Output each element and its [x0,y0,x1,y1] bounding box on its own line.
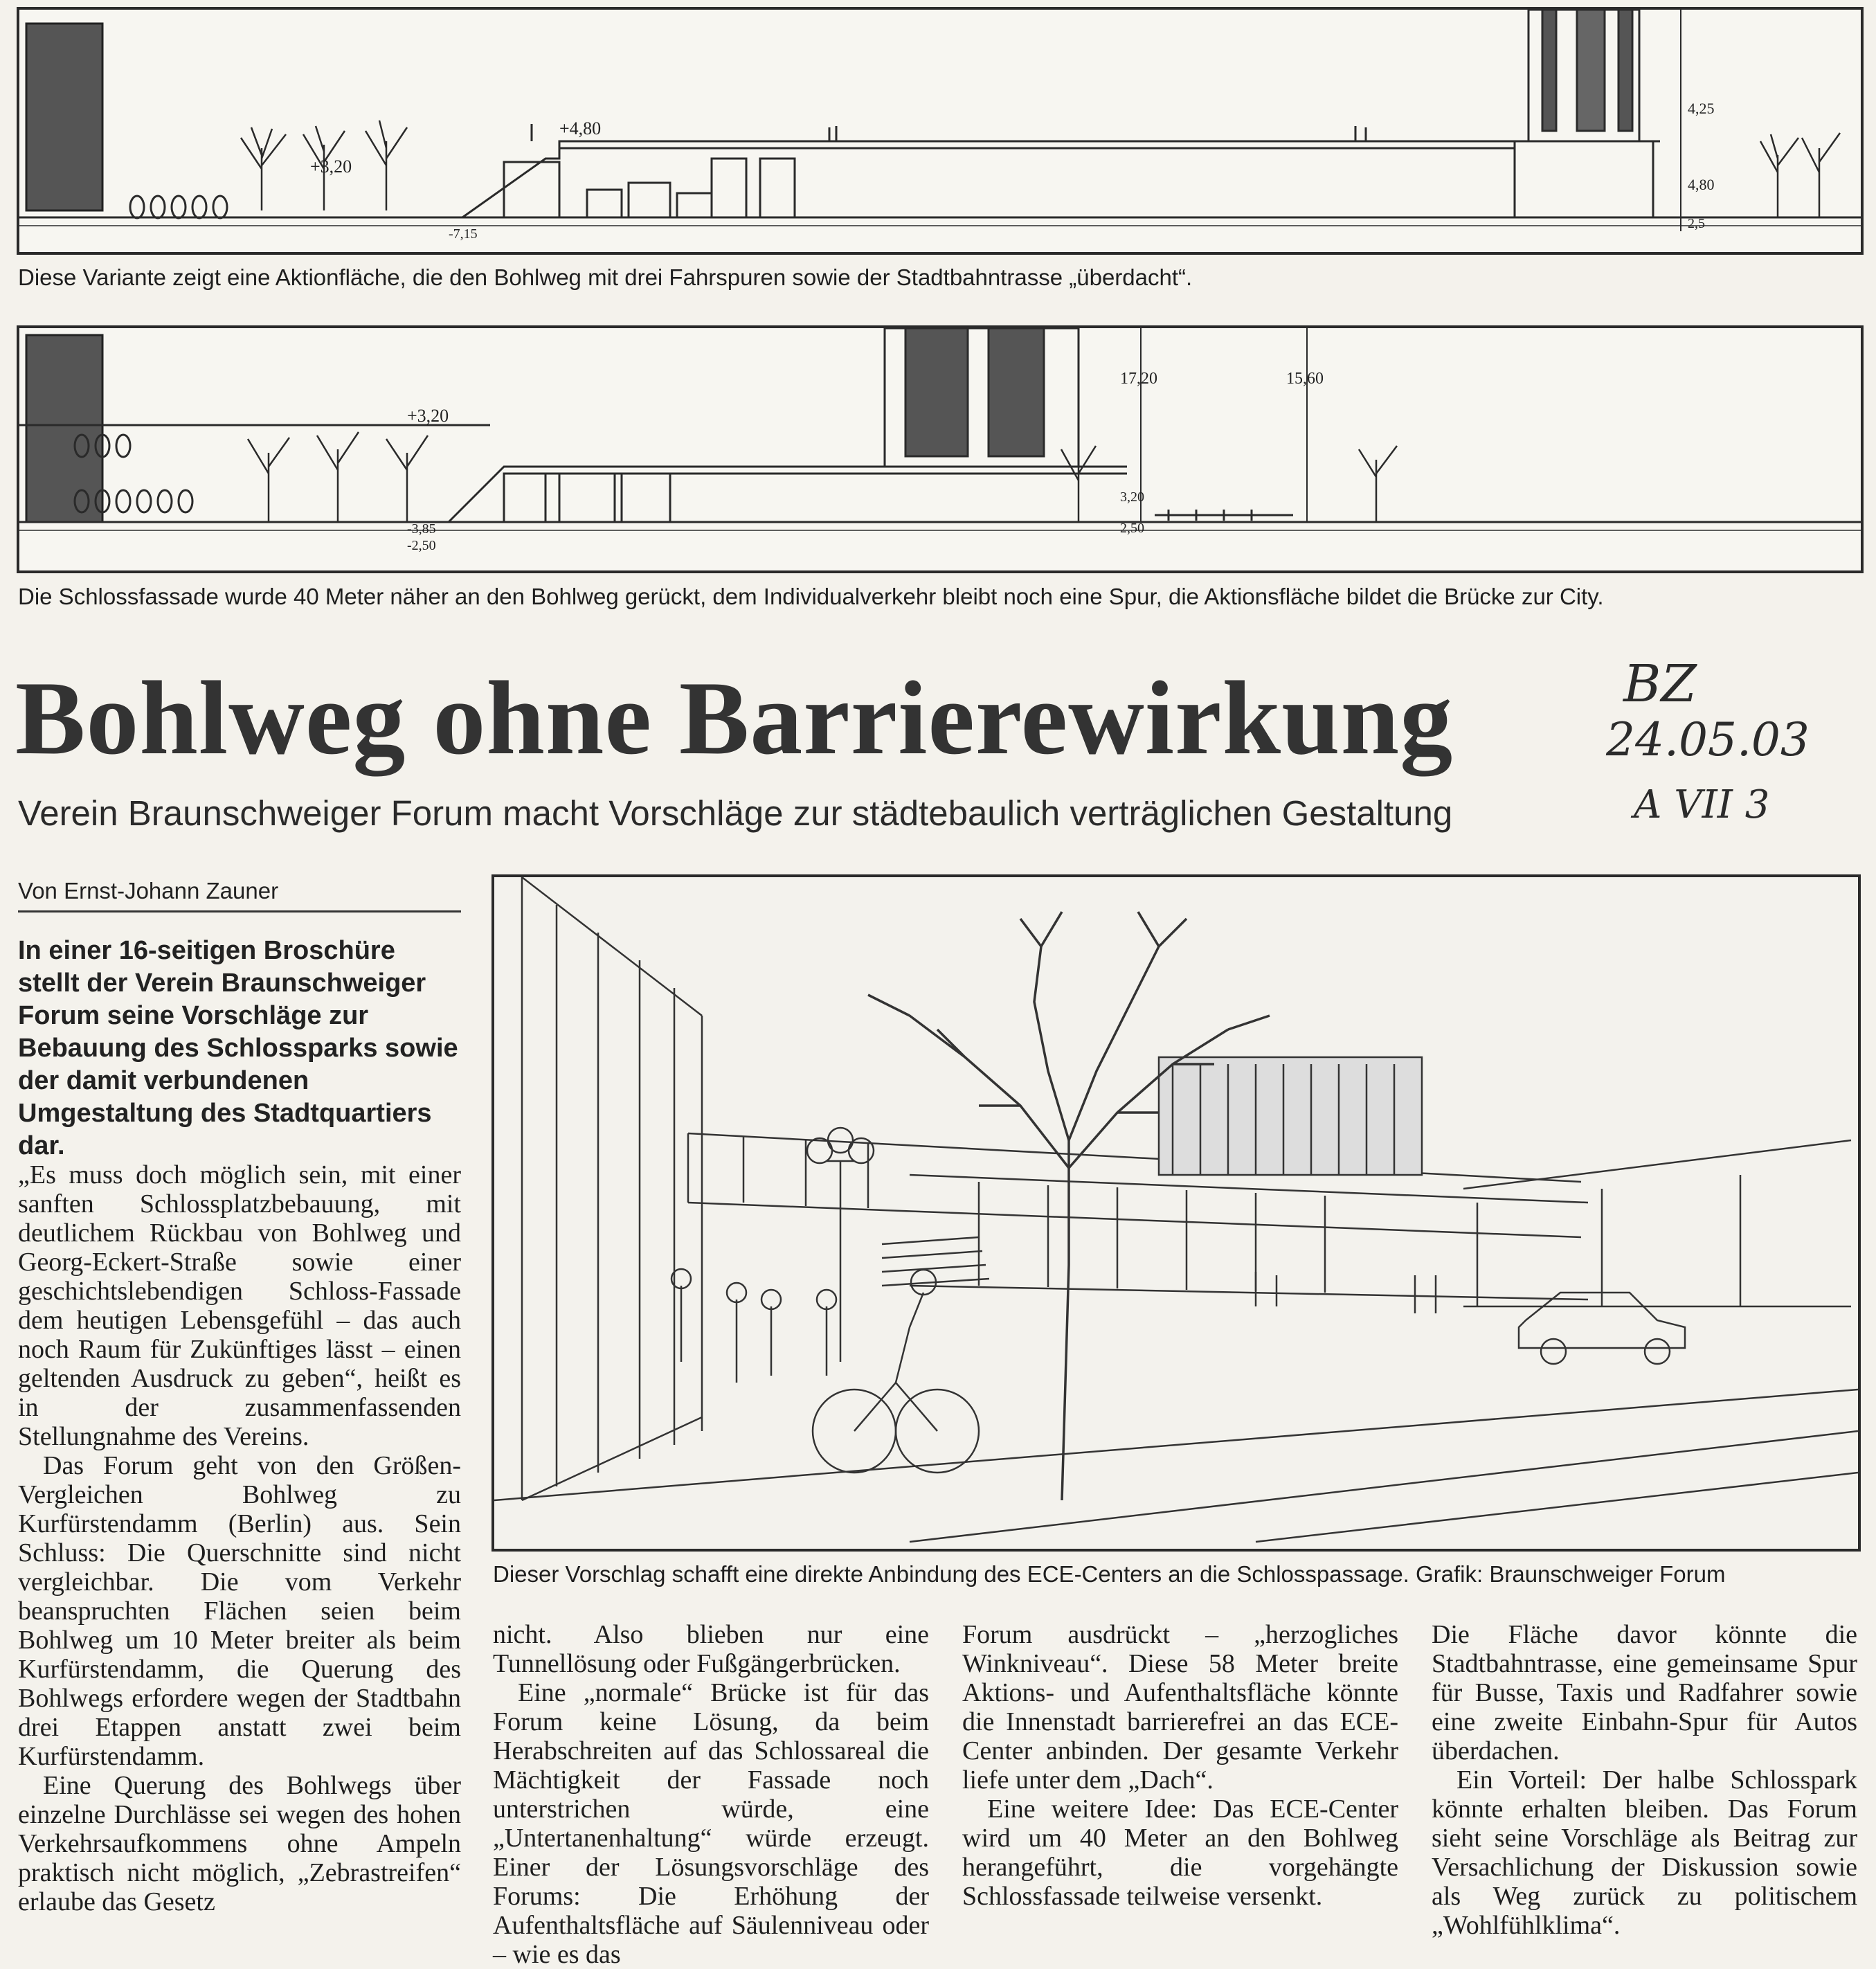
cross-section-bottom [17,325,1864,573]
paragraph: Die Fläche davor könnte die Stadtbahntrasse, eine gemeinsame Spur für Busse, Taxis und Radfahrer sowie eine zweite Einbahn-Spur für Autos überdachen. [1432,1620,1857,1765]
elevation-label: +3,20 [407,406,449,426]
byline-rule [18,910,461,912]
elevation-label: -7,15 [449,226,478,242]
paragraph: Eine „normale“ Brücke ist für das Forum keine Lösung, da beim Herabschreiten auf das Schlossareal die Mächtigkeit der Fassade noch unterstrichen würde, eine „Untertanenhaltung“ würde erzeugt. Einer der Lösungsvorschläge des Forums: Die Erhöhung der Aufenthaltsfläche auf Säulenniveau oder – wie es das [493,1678,929,1969]
dimension-label: 17,20 [1120,370,1157,388]
dimension-label: 3,20 [1120,489,1144,505]
headline: Bohlweg ohne Barrierewirkung [15,660,1454,776]
paragraph: nicht. Also blieben nur eine Tunnellösung oder Fußgängerbrücken. [493,1620,929,1678]
article-column-3 [962,1620,1398,1911]
article-column-1 [18,1160,461,1916]
article-column-2 [493,1620,929,1969]
article-column-4 [1432,1620,1857,1940]
cross-section-top [17,7,1864,255]
paragraph: Das Forum geht von den Größen-Vergleichen Bohlweg zu Kurfürstendamm (Berlin) aus. Sein Schluss: Die Querschnitte sind nicht vergleichbar. Die vom Verkehr beanspruchten Flächen seien beim Bohlweg um 10 Meter breiter als beim Kurfürstendamm, die Querung des Bohlwegs erfordere wegen der Stadtbahn drei Etappen anstatt zwei beim Kurfürstendamm. [18,1451,461,1771]
caption-perspective: Dieser Vorschlag schafft eine direkte Anbindung des ECE-Centers an die Schlosspassage. Grafik: Braunschweiger Forum [493,1561,1726,1587]
byline: Von Ernst-Johann Zauner [18,878,279,903]
dimension-label: 15,60 [1286,370,1324,388]
handwritten-source-note: BZ [1623,654,1697,714]
dimension-label: 4,80 [1688,176,1715,193]
paragraph: Forum ausdrückt – „herzogliches Winkniveau“. Diese 58 Meter breite Aktions- und Aufenthaltsfläche könnte die Innenstadt barrierefrei an das ECE-Center anbinden. Der gesamte Verkehr liefe unter dem „Dach“. [962,1620,1398,1795]
subheadline: Verein Braunschweiger Forum macht Vorschläge zur städtebaulich verträglichen Gestaltung [18,793,1453,833]
caption-cross-section-top: Diese Variante zeigt eine Aktionfläche, die den Bohlweg mit drei Fahrspuren sowie der Stadtbahntrasse „überdacht“. [18,264,1193,290]
dimension-label: 2,5 [1688,216,1705,231]
caption-cross-section-bottom: Die Schlossfassade wurde 40 Meter näher an den Bohlweg gerückt, dem Individualverkehr bleibt noch eine Spur, die Aktionsfläche bildet die Brücke zur City. [18,584,1604,609]
handwritten-date-note: 24.05.03 [1606,713,1810,766]
paragraph: Eine weitere Idee: Das ECE-Center wird um 40 Meter an den Bohlweg herangeführt, die vorgehängte Schlossfassade teilweise versenkt. [962,1795,1398,1911]
handwritten-ref-note: A VII 3 [1634,782,1770,827]
dimension-label: 4,25 [1688,100,1715,117]
elevation-label: +4,80 [559,118,602,138]
lead-paragraph: In einer 16-seitigen Broschüre stellt der Verein Braunschweiger Forum seine Vorschläge zur Bebauung des Schlossparks sowie der damit verbundenen Umgestaltung des Stadtquartiers dar. [18,936,458,1160]
paragraph: „Es muss doch möglich sein, mit einer sanften Schlossplatzbebauung, mit deutlichem Rückbau von Bohlweg und Georg-Eckert-Straße sowie einer geschichtslebendigen Schloss-Fassade dem heutigen Lebensgefühl – das auch noch Raum für Zukünftiges lässt – einen geltenden Ausdruck zu geben“, heißt es in der zusammenfassenden Stellungnahme des Vereins. [18,1160,461,1451]
elevation-label: -2,50 [407,538,436,553]
cross-section-top-drawing [19,10,1861,252]
cross-section-bottom-drawing [19,328,1861,570]
paragraph: Ein Vorteil: Der halbe Schlosspark könnte erhalten bleiben. Das Forum sieht seine Vorschläge als Beitrag zur Versachlichung der Diskussion sowie als Weg zurück zu politischem „Wohlfühlklima“. [1432,1765,1857,1940]
perspective-drawing [494,877,1858,1549]
paragraph: Eine Querung des Bohlwegs über einzelne Durchlässe sei wegen des hohen Verkehrsaufkommens ohne Ampeln praktisch nicht möglich, „Zebrastreifen“ erlaube das Gesetz [18,1771,461,1916]
elevation-label: -3,85 [407,521,436,537]
elevation-label: +3,20 [310,156,352,177]
dimension-label: 2,50 [1120,521,1144,536]
perspective-illustration [491,874,1861,1552]
